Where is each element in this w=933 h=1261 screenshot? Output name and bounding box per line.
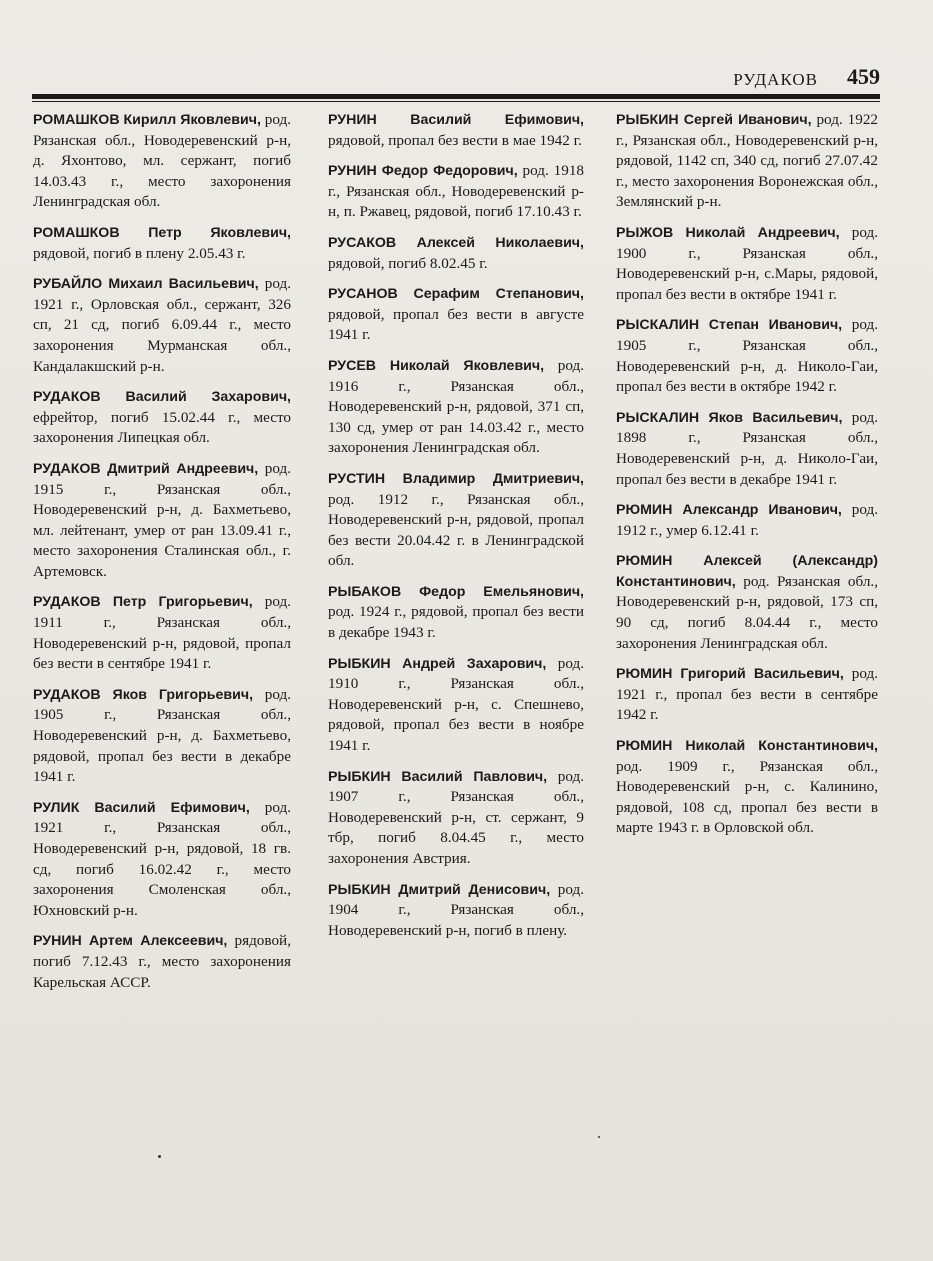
entry [616,736,878,839]
entry [328,110,584,151]
entry [33,592,291,674]
entry-text: род. 1921 г., Орловская обл., сержант, 326 сп, 21 сд, погиб 6.09.44 г., место захоронения Мурманская обл., Кандалакшский р-н. [33,275,291,375]
entry-text: род. 1905 г., Рязанская обл., Новодеревенский р-н, д. Николо-Гаи, пропал без вести в октябре 1942 г. [616,316,878,396]
entry-name: РЫБКИН Андрей Захарович, [328,655,547,672]
entry-name: РУНИН Артем Алексеевич, [33,933,228,950]
entry-text: род. 1910 г., Рязанская обл., Новодеревенский р-н, с. Спешнево, рядовой, пропал без вести в ноябре 1941 г. [328,654,584,755]
entry [616,223,878,305]
entry [33,274,291,377]
page-number: 459 [847,64,880,89]
print-speck [158,1155,161,1158]
entry [33,110,291,213]
entry [328,880,584,942]
entry-name: РУНИН Василий Ефимович, [328,112,584,128]
entry-text: род. 1916 г., Рязанская обл., Новодеревенский р-н, рядовой, 371 сп, 130 сд, умер от ран 14.03.42 г., место захоронения Ленинградская обл. [328,356,584,457]
entry-name: РУСАКОВ Алексей Николаевич, [328,234,584,251]
entry-text: род. 1921 г., пропал без вести в сентябре 1942 г. [616,665,879,724]
entry [33,223,291,264]
entry-name: РОМАШКОВ Петр Яковлевич, [33,224,291,241]
page-header [30,62,880,98]
entry [33,459,291,583]
entry-name: РУЛИК Василий Ефимович, [33,799,250,816]
entry-name: РУДАКОВ Яков Григорьевич, [33,686,254,703]
entry-name: РЫБКИН Василий Павлович, [328,768,548,785]
entry-text: ефрейтор, погиб 15.02.44 г., место захоронения Липецкая обл. [33,408,291,447]
entry-name: РЫЖОВ Николай Андреевич, [616,224,840,241]
entry [328,582,584,644]
entry-text: род. 1912 г., умер 6.12.41 г. [616,501,878,539]
entry-text: рядовой, пропал без вести в августе 1941 г. [328,305,584,344]
entry-name: РУНИН Федор Федорович, [328,163,518,180]
entry-name: РУДАКОВ Василий Захарович, [33,389,291,406]
entry-text: род. 1909 г., Рязанская обл., Новодеревенский р-н, с. Калинино, рядовой, 108 сд, пропал без вести в марте 1943 г. в Орловской обл. [616,757,878,837]
entry [616,110,878,213]
print-speck [598,1136,600,1138]
entry [33,387,291,449]
entry-text: род. Рязанская обл., Новодеревенский р-н, д. Яхонтово, мл. сержант, погиб 14.03.43 г., место захоронения Ленинградская обл. [33,111,292,211]
entry [33,685,291,788]
entry [328,356,584,459]
entry-name: РУДАКОВ Петр Григорьевич, [33,594,253,611]
entry-name: РЫБАКОВ Федор Емельянович, [328,583,584,600]
entry-name: РЫБКИН Сергей Иванович, [616,112,812,128]
entry-text: род. 1911 г., Рязанская обл., Новодеревенский р-н, рядовой, пропал без вести в сентябре 1941 г. [33,593,291,673]
entry-text: род. Рязанская обл., Новодеревенский р-н, рядовой, 173 сп, 90 сд, погиб 8.04.44 г., место захоронения Ленинградская обл. [616,572,878,652]
entry [616,408,878,490]
entry [616,664,878,726]
entry [616,500,878,541]
entry [616,551,878,654]
entry-text: рядовой, погиб 7.12.43 г., место захоронения Карельская АССР. [33,932,291,991]
entry-name: РУДАКОВ Дмитрий Андреевич, [33,460,259,477]
entry [328,233,584,274]
entry [33,798,291,922]
entry [328,161,584,223]
column-1 [33,110,291,1003]
entry-name: РУБАЙЛО Михаил Васильевич, [33,276,259,293]
entry-text: род. 1898 г., Рязанская обл., Новодеревенский р-н, д. Николо-Гаи, пропал без вести в декабре 1941 г. [616,408,879,488]
entry-name: РЮМИН Николай Константинович, [616,738,878,755]
entry-name: РУСЕВ Николай Яковлевич, [328,357,545,374]
entry [328,654,584,757]
entry-text: род. 1904 г., Рязанская обл., Новодеревенский р-н, погиб в плену. [328,880,585,939]
entry [616,315,878,397]
entry [328,469,584,572]
entry-name: РЮМИН Алексей (Александр) Константинович, [616,553,878,590]
entry-text: род. 1924 г., рядовой, пропал без вести в декабре 1943 г. [328,603,584,642]
entry-text: рядовой, погиб 8.02.45 г. [328,254,488,272]
entry-text: рядовой, пропал без вести в мае 1942 г. [328,131,582,149]
entry-text: рядовой, погиб в плену 2.05.43 г. [33,244,246,262]
entry-text: род. 1905 г., Рязанская обл., Новодеревенский р-н, д. Бахметьево, рядовой, пропал без вести в декабре 1941 г. [33,685,291,786]
entry-text: род. 1912 г., Рязанская обл., Новодеревенский р-н, рядовой, пропал без вести 20.04.42 г. в Ленинградской обл. [328,490,584,570]
entry [328,284,584,346]
entry-text: род. 1915 г., Рязанская обл., Новодеревенский р-н, д. Бахметьево, мл. лейтенант, умер от ран 13.09.41 г., место захоронения Сталинская обл., г. Артемовск. [33,459,291,580]
entry-text: род. 1918 г., Рязанская обл., Новодеревенский р-н, п. Ржавец, рядовой, погиб 17.10.43 г. [328,162,585,221]
entry-name: РЮМИН Александр Иванович, [616,502,842,519]
entry-name: РОМАШКОВ Кирилл Яковлевич, [33,112,261,128]
header-rule-thin [32,101,880,102]
header-rule-thick [32,94,880,99]
entry [33,931,291,993]
entry-name: РЫСКАЛИН Степан Иванович, [616,317,843,334]
column-2 [328,110,584,951]
entry-text: род. 1921 г., Рязанская обл., Новодеревенский р-н, рядовой, 18 гв. сд, погиб 16.02.42 г., место захоронения Смоленская обл., Юхновский р-н. [33,798,292,919]
entry-name: РЫСКАЛИН Яков Васильевич, [616,409,843,426]
running-title: РУДАКОВ [733,70,818,89]
entry-name: РУСТИН Владимир Дмитриевич, [328,470,584,487]
entry [328,767,584,870]
column-3 [616,110,878,849]
entry-name: РЮМИН Григорий Васильевич, [616,666,844,683]
entry-name: РУСАНОВ Серафим Степанович, [328,286,584,303]
entry-name: РЫБКИН Дмитрий Денисович, [328,881,551,898]
entry-text: род. 1922 г., Рязанская обл., Новодеревенский р-н, рядовой, 1142 сп, 340 сд, погиб 27.07.42 г., место захоронения Воронежская обл., Землянский р-н. [616,111,879,211]
entry-text: род. 1900 г., Рязанская обл., Новодеревенский р-н, с.Мары, рядовой, пропал без вести в октябре 1941 г. [616,223,878,303]
entry-text: род. 1907 г., Рязанская обл., Новодеревенский р-н, ст. сержант, 9 тбр, погиб 8.04.45 г., место захоронения Австрия. [328,767,584,867]
